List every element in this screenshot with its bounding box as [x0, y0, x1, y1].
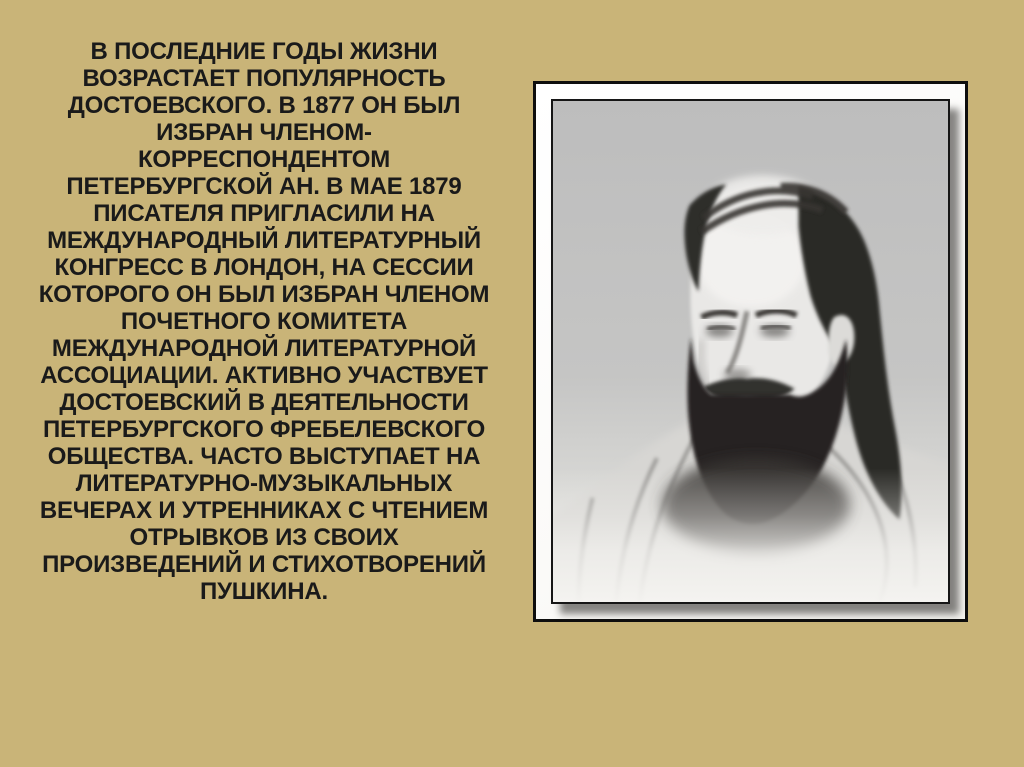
text-line: ПОЧЕТНОГО КОМИТЕТА	[120, 308, 408, 335]
text-line: КОТОРОГО ОН БЫЛ ИЗБРАН ЧЛЕНОМ	[38, 281, 490, 308]
text-line: МЕЖДУНАРОДНЫЙ ЛИТЕРАТУРНЫЙ	[47, 227, 481, 254]
portrait-photo	[551, 99, 950, 604]
text-line: АССОЦИАЦИИ. АКТИВНО УЧАСТВУЕТ	[40, 362, 488, 389]
text-line: В ПОСЛЕДНИЕ ГОДЫ ЖИЗНИ	[90, 38, 438, 65]
text-line: КОРРЕСПОНДЕНТОМ	[137, 146, 391, 173]
text-line: ПРОИЗВЕДЕНИЙ И СТИХОТВОРЕНИЙ	[42, 551, 486, 578]
portrait-frame	[533, 81, 968, 622]
text-line: ДОСТОЕВСКИЙ В ДЕЯТЕЛЬНОСТИ	[59, 389, 469, 416]
text-line: ПЕТЕРБУРГСКОГО ФРЕБЕЛЕВСКОГО	[42, 416, 486, 443]
body-text-block	[8, 38, 520, 605]
text-line: ОБЩЕСТВА. ЧАСТО ВЫСТУПАЕТ НА	[47, 443, 481, 470]
text-line: ВЕЧЕРАХ И УТРЕННИКАХ С ЧТЕНИЕМ	[39, 497, 489, 524]
text-line: ПЕТЕРБУРГСКОЙ АН. В МАЕ 1879	[66, 173, 462, 200]
text-line: ПУШКИНА.	[200, 578, 328, 605]
text-line: ЛИТЕРАТУРНО-МУЗЫКАЛЬНЫХ	[75, 470, 453, 497]
text-line: ВОЗРАСТАЕТ ПОПУЛЯРНОСТЬ	[82, 65, 446, 92]
text-line: ДОСТОЕВСКОГО. В 1877 ОН БЫЛ	[67, 92, 461, 119]
text-line: ПИСАТЕЛЯ ПРИГЛАСИЛИ НА	[93, 200, 435, 227]
text-line: ОТРЫВКОВ ИЗ СВОИХ	[129, 524, 399, 551]
text-line: ИЗБРАН ЧЛЕНОМ-	[156, 119, 372, 146]
text-line: МЕЖДУНАРОДНОЙ ЛИТЕРАТУРНОЙ	[51, 335, 477, 362]
dostoevsky-portrait-image	[553, 101, 948, 602]
text-line: КОНГРЕСС В ЛОНДОН, НА СЕССИИ	[54, 254, 474, 281]
